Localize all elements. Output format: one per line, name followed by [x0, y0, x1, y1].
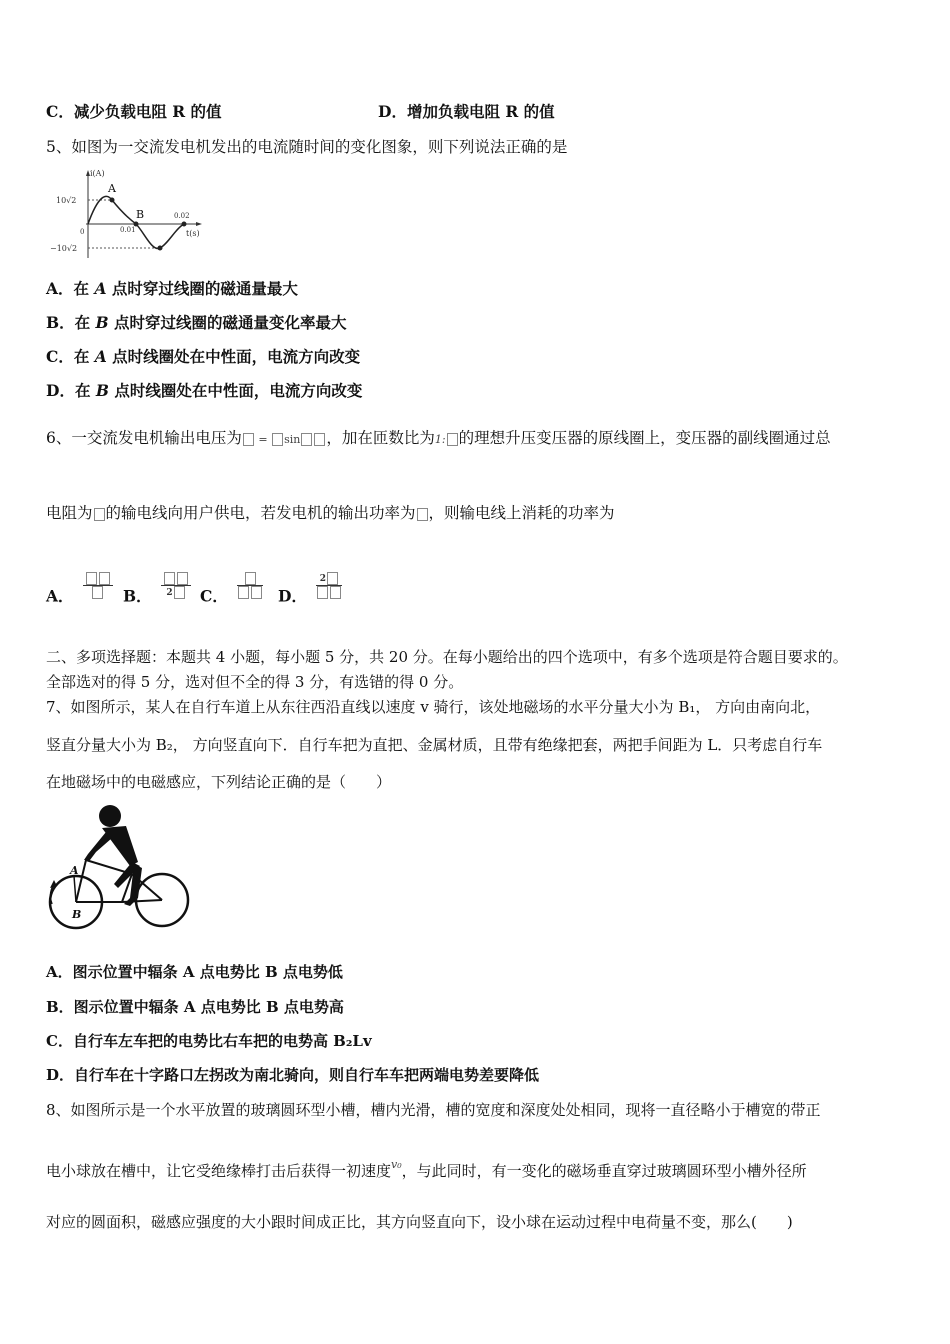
q8-line3: 对应的圆面积，磁感应强度的大小跟时间成正比，其方向竖直向下，设小球在运动过程中电荷量不变，那么( )	[46, 1213, 793, 1231]
section2-line1: 二、多项选择题：本题共 4 小题，每小题 5 分，共 20 分。在每小题给出的四个选项中，有多个选项是符合题目要求的。	[46, 648, 848, 666]
q6-option-d: D． 2	[278, 584, 342, 611]
q8-line1: 8、如图所示是一个水平放置的玻璃圆环型小槽，槽内光滑，槽的宽度和深度处处相同，现将一直径略小于槽宽的带正	[46, 1101, 821, 1119]
q6-line1: 6、一交流发电机输出电压为 = sin ，加在匝数比为1: 的理想升压变压器的原线圈上，变压器的副线圈通过总	[46, 429, 831, 447]
graph-tick-2: 0.02	[174, 212, 190, 220]
graph-tick-1: 0.01	[120, 226, 136, 234]
q8-line2: 电小球放在槽中，让它受绝缘棒打击后获得一初速度$^{v_0}$，与此同时，有一变化的磁场垂直穿过玻璃圆环型小槽外径所	[46, 1158, 807, 1180]
q7-option-a: A．图示位置中辐条 A 点电势比 B 点电势低	[46, 963, 343, 981]
q5-option-c: C．在 A 点时线圈处在中性面，电流方向改变	[46, 347, 361, 366]
q5-stem: 5、如图为一交流发电机发出的电流随时间的变化图象，则下列说法正确的是	[46, 138, 568, 156]
graph-point-b: B	[136, 208, 145, 221]
q5-current-graph	[50, 166, 210, 262]
q7-option-c: C．自行车左车把的电势比右车把的电势高 B₂Lv	[46, 1032, 372, 1050]
q7-line1: 7、如图所示，某人在自行车道上从东往西沿直线以速度 v 骑行，该处地磁场的水平分量大小为 B₁， 方向由南向北，	[46, 698, 821, 716]
q6-option-a: A．	[46, 584, 113, 611]
q7-line2: 竖直分量大小为 B₂， 方向竖直向下．自行车把为直把、金属材质，且带有绝缘把套，两把手间距为 L．只考虑自行车	[46, 736, 823, 754]
graph-origin: 0	[80, 228, 85, 236]
bicycle-label-a: A	[70, 864, 79, 877]
q4-option-c: C．减少负载电阻 R 的值	[46, 102, 222, 121]
q6-option-b: B． 2	[123, 584, 191, 611]
q6-line2: 电阻为 的输电线向用户供电，若发电机的输出功率为 ，则输电线上消耗的功率为	[46, 504, 615, 522]
q7-line3: 在地磁场中的电磁感应，下列结论正确的是（ ）	[46, 773, 392, 791]
graph-y-label: i(A)	[90, 169, 105, 178]
q5-option-a: A．在 A 点时穿过线圈的磁通量最大	[46, 279, 298, 298]
q5-option-d: D．在 B 点时线圈处在中性面，电流方向改变	[46, 381, 363, 400]
q7-option-b: B．图示位置中辐条 A 点电势比 B 点电势高	[46, 998, 344, 1016]
q5-option-b: B．在 B 点时穿过线圈的磁通量变化率最大	[46, 313, 347, 332]
q4-option-d: D．增加负载电阻 R 的值	[378, 102, 555, 121]
bicycle-label-b: B	[72, 908, 82, 921]
graph-y-min: −10√2	[50, 244, 78, 253]
q7-option-d: D．自行车在十字路口左拐改为南北骑向，则自行车车把两端电势差要降低	[46, 1066, 540, 1084]
q6-option-c: C．	[200, 584, 263, 611]
section2-line2: 全部选对的得 5 分，选对但不全的得 3 分，有选错的得 0 分。	[46, 673, 464, 691]
graph-x-label: t(s)	[186, 229, 200, 238]
graph-point-a: A	[108, 182, 116, 195]
q7-bicycle-figure	[44, 802, 192, 932]
graph-y-max: 10√2	[56, 196, 77, 205]
